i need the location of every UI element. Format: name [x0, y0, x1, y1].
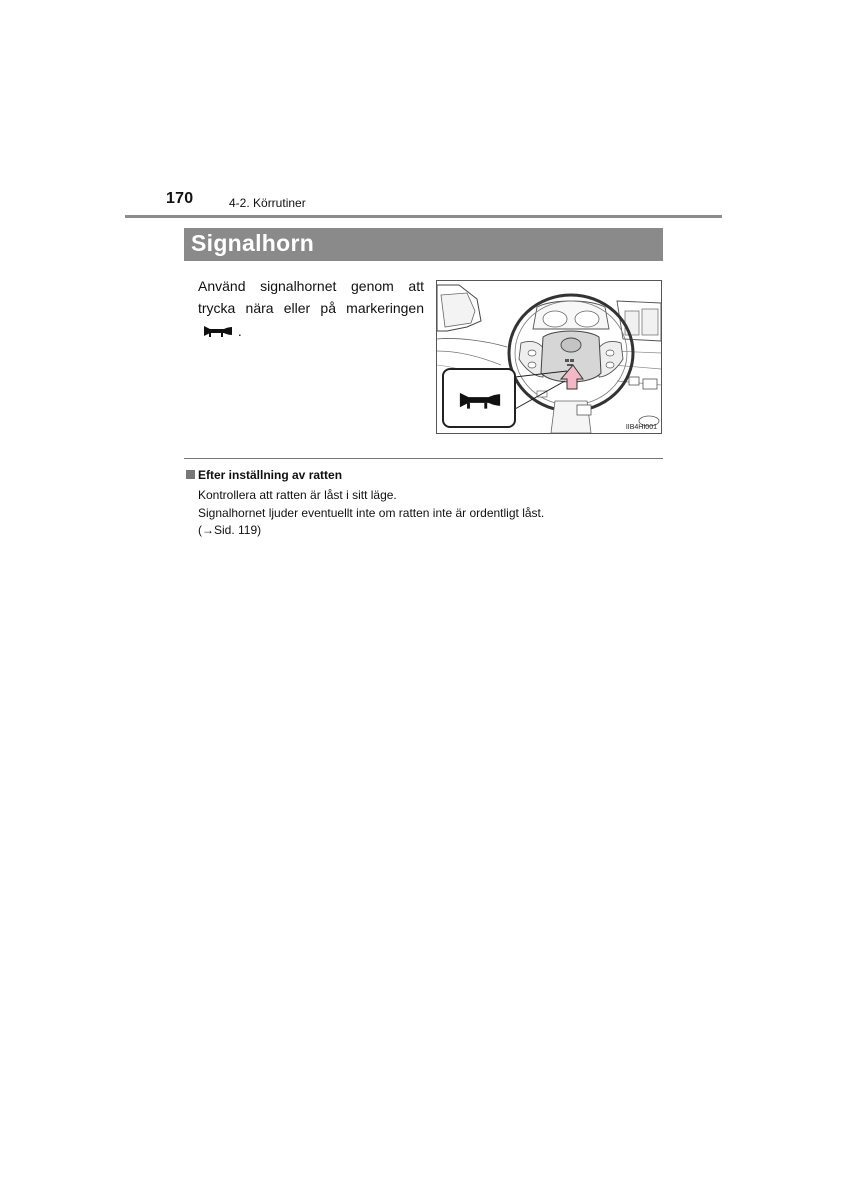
intro-line-1: Använd signalhornet genom att: [198, 278, 424, 294]
section-divider: [184, 458, 663, 459]
horn-icon: [457, 389, 503, 411]
bullet-square-icon: [186, 470, 195, 479]
intro-line-2: trycka nära eller på markeringen: [198, 300, 424, 316]
section-breadcrumb: 4-2. Körrutiner: [229, 196, 306, 210]
intro-period: .: [237, 323, 242, 339]
header-divider: [125, 215, 722, 218]
figure-code: IIB4HI001: [625, 424, 657, 431]
note-body: [198, 487, 544, 540]
steering-wheel-illustration: [436, 280, 662, 434]
section-title-bar: [184, 228, 663, 261]
note-line-1: Kontrollera att ratten är låst i sitt läge.: [198, 488, 397, 502]
note-heading: [186, 468, 342, 482]
horn-icon: [202, 324, 234, 338]
note-line-2: Signalhornet ljuder eventuellt inte om ratten inte är ordentligt låst.: [198, 505, 545, 520]
page-reference-link[interactable]: (→Sid. 119): [198, 523, 262, 537]
page-title: Signalhorn: [191, 230, 315, 256]
intro-paragraph: [198, 275, 424, 342]
page-number: 170: [166, 190, 194, 207]
intro-line-3: [198, 320, 424, 342]
note-heading-text: Efter inställning av ratten: [198, 468, 343, 482]
